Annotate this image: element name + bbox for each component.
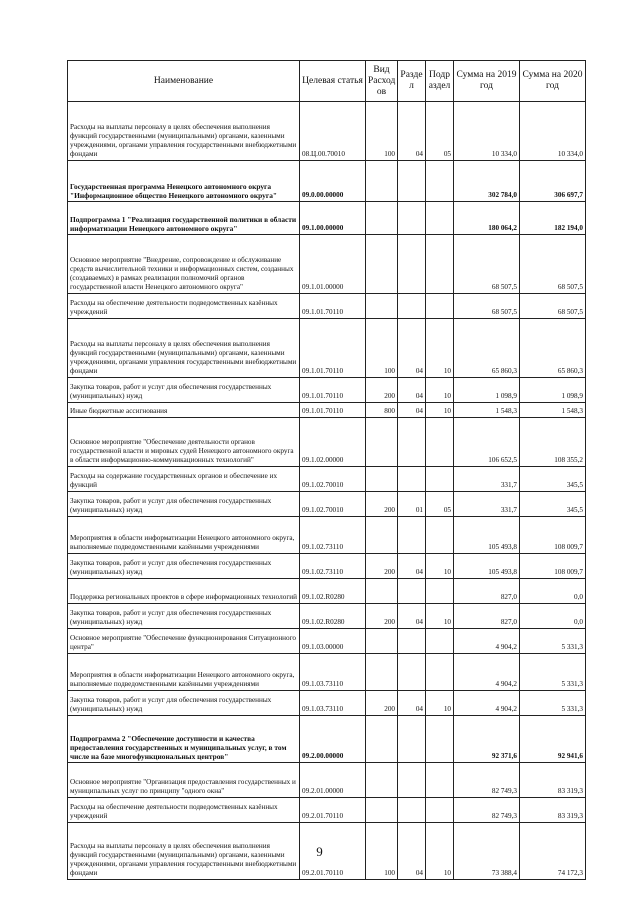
- table-row: [68, 492, 586, 517]
- row-expense-kind-cell: 800: [366, 403, 398, 418]
- budget-table: [67, 60, 586, 880]
- row-sum-2019-cell: 92 371,6: [454, 716, 520, 763]
- row-name-cell: Основное мероприятие "Обеспечение деятельности органов государственной власти и мировых судей Ненецкого автономного округа в области информационно-коммуникационных технологий": [68, 418, 300, 467]
- row-expense-kind-cell: [366, 763, 398, 798]
- row-sum-2020-cell: 1 098,9: [520, 378, 586, 403]
- row-target-article-cell: 09.0.00.00000: [300, 161, 366, 202]
- row-target-article-cell: 09.2.01.00000: [300, 763, 366, 798]
- row-subsection-cell: 10: [426, 403, 454, 418]
- row-subsection-cell: [426, 716, 454, 763]
- row-subsection-cell: [426, 467, 454, 492]
- row-expense-kind-cell: 200: [366, 378, 398, 403]
- row-sum-2020-cell: 0,0: [520, 579, 586, 604]
- row-expense-kind-cell: 200: [366, 691, 398, 716]
- row-sum-2019-cell: 827,0: [454, 579, 520, 604]
- header-name: Наименование: [68, 61, 300, 102]
- header-target-article: Целевая статья: [300, 61, 366, 102]
- row-target-article-cell: 09.1.02.R0280: [300, 579, 366, 604]
- row-expense-kind-cell: [366, 418, 398, 467]
- row-name-cell: Расходы на обеспечение деятельности подведомственных казённых учреждений: [68, 798, 300, 823]
- row-expense-kind-cell: [366, 716, 398, 763]
- row-section-cell: 04: [398, 604, 426, 629]
- row-sum-2019-cell: 331,7: [454, 467, 520, 492]
- row-target-article-cell: 09.1.03.73110: [300, 654, 366, 691]
- row-sum-2020-cell: 345,5: [520, 492, 586, 517]
- row-section-cell: 04: [398, 823, 426, 880]
- row-section-cell: [398, 467, 426, 492]
- row-section-cell: [398, 579, 426, 604]
- table-row: [68, 579, 586, 604]
- row-name-cell: Закупка товаров, работ и услуг для обеспечения государственных (муниципальных) нужд: [68, 604, 300, 629]
- row-subsection-cell: 10: [426, 378, 454, 403]
- row-target-article-cell: 09.1.02.73110: [300, 554, 366, 579]
- row-expense-kind-cell: [366, 235, 398, 294]
- row-sum-2020-cell: 0,0: [520, 604, 586, 629]
- row-sum-2020-cell: 92 941,6: [520, 716, 586, 763]
- row-sum-2020-cell: 83 319,3: [520, 763, 586, 798]
- header-sum-2019: Сумма на 2019 год: [454, 61, 520, 102]
- table-row: [68, 403, 586, 418]
- row-subsection-cell: [426, 235, 454, 294]
- row-sum-2020-cell: 68 507,5: [520, 235, 586, 294]
- row-sum-2019-cell: 82 749,3: [454, 763, 520, 798]
- row-target-article-cell: 09.1.01.70110: [300, 403, 366, 418]
- row-expense-kind-cell: [366, 294, 398, 319]
- row-section-cell: [398, 629, 426, 654]
- row-name-cell: Закупка товаров, работ и услуг для обеспечения государственных (муниципальных) нужд: [68, 378, 300, 403]
- row-sum-2019-cell: 105 493,8: [454, 517, 520, 554]
- table-row: [68, 554, 586, 579]
- row-subsection-cell: [426, 629, 454, 654]
- row-subsection-cell: 05: [426, 492, 454, 517]
- row-section-cell: [398, 202, 426, 235]
- row-section-cell: 01: [398, 492, 426, 517]
- row-name-cell: Иные бюджетные ассигнования: [68, 403, 300, 418]
- row-sum-2020-cell: 5 331,3: [520, 629, 586, 654]
- row-target-article-cell: 09.1.03.00000: [300, 629, 366, 654]
- row-target-article-cell: 09.1.02.R0280: [300, 604, 366, 629]
- table-row: [68, 202, 586, 235]
- table-row: [68, 319, 586, 378]
- row-subsection-cell: [426, 763, 454, 798]
- row-subsection-cell: 05: [426, 102, 454, 161]
- row-subsection-cell: [426, 161, 454, 202]
- row-sum-2020-cell: 5 331,3: [520, 691, 586, 716]
- page-number: 9: [316, 844, 323, 859]
- table-row: [68, 467, 586, 492]
- row-expense-kind-cell: 100: [366, 823, 398, 880]
- row-name-cell: Подпрограмма 2 "Обеспечение доступности и качества предоставления государственных и муниципальных услуг, в том числе на базе многофункциональных центров": [68, 716, 300, 763]
- row-sum-2019-cell: 180 064,2: [454, 202, 520, 235]
- row-target-article-cell: 09.1.02.00000: [300, 418, 366, 467]
- row-expense-kind-cell: [366, 579, 398, 604]
- table-row: [68, 798, 586, 823]
- row-subsection-cell: 10: [426, 554, 454, 579]
- row-expense-kind-cell: [366, 654, 398, 691]
- row-section-cell: [398, 716, 426, 763]
- row-target-article-cell: 09.2.01.70110: [300, 823, 366, 880]
- row-sum-2019-cell: 331,7: [454, 492, 520, 517]
- row-sum-2019-cell: 10 334,0: [454, 102, 520, 161]
- row-name-cell: Поддержка региональных проектов в сфере информационных технологий: [68, 579, 300, 604]
- table-row: [68, 294, 586, 319]
- row-sum-2020-cell: 83 319,3: [520, 798, 586, 823]
- table-row: [68, 378, 586, 403]
- row-subsection-cell: [426, 202, 454, 235]
- row-sum-2019-cell: 73 388,4: [454, 823, 520, 880]
- row-sum-2019-cell: 68 507,5: [454, 235, 520, 294]
- row-subsection-cell: [426, 418, 454, 467]
- row-name-cell: Государственная программа Ненецкого автономного округа "Информационное общество Ненецкого автономного округа": [68, 161, 300, 202]
- row-name-cell: Закупка товаров, работ и услуг для обеспечения государственных (муниципальных) нужд: [68, 492, 300, 517]
- row-expense-kind-cell: [366, 202, 398, 235]
- row-target-article-cell: 09.1.03.73110: [300, 691, 366, 716]
- row-subsection-cell: [426, 579, 454, 604]
- row-name-cell: Основное мероприятие "Внедрение, сопровождение и обслуживание средств вычислительной техники и информационных систем, созданных (создаваемых) в рамках реализации полномочий органов государственной власти Ненецкого автономного округа": [68, 235, 300, 294]
- row-name-cell: Расходы на выплаты персоналу в целях обеспечения выполнения функций государственными (муниципальными) органами, казенными учреждениями, органами управления государственными внебюджетными фондами: [68, 319, 300, 378]
- row-section-cell: [398, 235, 426, 294]
- row-name-cell: Закупка товаров, работ и услуг для обеспечения государственных (муниципальных) нужд: [68, 554, 300, 579]
- row-name-cell: Закупка товаров, работ и услуг для обеспечения государственных (муниципальных) нужд: [68, 691, 300, 716]
- row-sum-2019-cell: 105 493,8: [454, 554, 520, 579]
- row-sum-2019-cell: 302 784,0: [454, 161, 520, 202]
- row-sum-2019-cell: 4 904,2: [454, 654, 520, 691]
- header-section: Разде л: [398, 61, 426, 102]
- row-sum-2020-cell: 74 172,3: [520, 823, 586, 880]
- row-name-cell: Основное мероприятие "Обеспечение функционирования Ситуационного центра": [68, 629, 300, 654]
- row-section-cell: 04: [398, 378, 426, 403]
- row-sum-2020-cell: 108 009,7: [520, 517, 586, 554]
- row-sum-2019-cell: 4 904,2: [454, 629, 520, 654]
- row-target-article-cell: 09.1.02.73110: [300, 517, 366, 554]
- header-subsection: Подр аздел: [426, 61, 454, 102]
- row-section-cell: 04: [398, 319, 426, 378]
- row-sum-2019-cell: 65 860,3: [454, 319, 520, 378]
- table-row: [68, 654, 586, 691]
- row-name-cell: Расходы на выплаты персоналу в целях обеспечения выполнения функций государственными (муниципальными) органами, казенными учреждениями, органами управления государственными внебюджетными фондами: [68, 102, 300, 161]
- table-row: [68, 691, 586, 716]
- row-section-cell: [398, 763, 426, 798]
- row-section-cell: [398, 517, 426, 554]
- table-row: [68, 604, 586, 629]
- row-subsection-cell: [426, 517, 454, 554]
- row-target-article-cell: 09.1.01.70110: [300, 319, 366, 378]
- row-sum-2020-cell: 182 194,0: [520, 202, 586, 235]
- table-body: [68, 102, 586, 880]
- table-row: [68, 763, 586, 798]
- row-subsection-cell: [426, 798, 454, 823]
- table-row: [68, 629, 586, 654]
- row-target-article-cell: 09.1.02.70010: [300, 467, 366, 492]
- row-sum-2020-cell: 108 355,2: [520, 418, 586, 467]
- row-section-cell: [398, 654, 426, 691]
- row-sum-2020-cell: 10 334,0: [520, 102, 586, 161]
- row-subsection-cell: [426, 294, 454, 319]
- row-sum-2019-cell: 1 098,9: [454, 378, 520, 403]
- table-header-row: [68, 61, 586, 102]
- row-name-cell: Мероприятия в области информатизации Ненецкого автономного округа, выполняемые подведомственными казёнными учреждениями: [68, 654, 300, 691]
- row-sum-2020-cell: 345,5: [520, 467, 586, 492]
- row-target-article-cell: 09.1.00.00000: [300, 202, 366, 235]
- table-row: [68, 418, 586, 467]
- row-target-article-cell: 09.1.01.00000: [300, 235, 366, 294]
- row-sum-2020-cell: 68 507,5: [520, 294, 586, 319]
- row-expense-kind-cell: [366, 517, 398, 554]
- row-expense-kind-cell: 200: [366, 554, 398, 579]
- row-target-article-cell: 09.1.01.70110: [300, 378, 366, 403]
- row-target-article-cell: 09.2.00.00000: [300, 716, 366, 763]
- row-expense-kind-cell: [366, 629, 398, 654]
- row-sum-2019-cell: 827,0: [454, 604, 520, 629]
- row-sum-2020-cell: 1 548,3: [520, 403, 586, 418]
- row-section-cell: 04: [398, 102, 426, 161]
- row-target-article-cell: 09.1.02.70010: [300, 492, 366, 517]
- row-section-cell: 04: [398, 554, 426, 579]
- header-expense-kind: Вид Расход ов: [366, 61, 398, 102]
- row-expense-kind-cell: 200: [366, 604, 398, 629]
- row-name-cell: Основное мероприятие "Организация предоставления государственных и муниципальных услуг по принципу "одного окна": [68, 763, 300, 798]
- row-sum-2019-cell: 1 548,3: [454, 403, 520, 418]
- header-sum-2020: Сумма на 2020 год: [520, 61, 586, 102]
- row-sum-2020-cell: 108 009,7: [520, 554, 586, 579]
- row-subsection-cell: 10: [426, 604, 454, 629]
- row-expense-kind-cell: 100: [366, 319, 398, 378]
- row-subsection-cell: [426, 654, 454, 691]
- row-name-cell: Мероприятия в области информатизации Ненецкого автономного округа, выполняемые подведомственными казёнными учреждениями: [68, 517, 300, 554]
- table-row: [68, 161, 586, 202]
- row-sum-2019-cell: 82 749,3: [454, 798, 520, 823]
- row-sum-2019-cell: 106 652,5: [454, 418, 520, 467]
- row-sum-2020-cell: 5 331,3: [520, 654, 586, 691]
- row-target-article-cell: 08.Ц.00.70010: [300, 102, 366, 161]
- row-sum-2019-cell: 68 507,5: [454, 294, 520, 319]
- row-expense-kind-cell: [366, 467, 398, 492]
- row-name-cell: Расходы на выплаты персоналу в целях обеспечения выполнения функций государственными (муниципальными) органами, казенными учреждениями, органами управления государственными внебюджетными фондами: [68, 823, 300, 880]
- row-sum-2020-cell: 306 697,7: [520, 161, 586, 202]
- row-target-article-cell: 09.2.01.70110: [300, 798, 366, 823]
- row-sum-2019-cell: 4 904,2: [454, 691, 520, 716]
- row-sum-2020-cell: 65 860,3: [520, 319, 586, 378]
- row-expense-kind-cell: [366, 161, 398, 202]
- row-subsection-cell: 10: [426, 691, 454, 716]
- table-row: [68, 235, 586, 294]
- row-expense-kind-cell: [366, 798, 398, 823]
- row-section-cell: [398, 294, 426, 319]
- row-name-cell: Подпрограмма 1 "Реализация государственной политики в области информатизации Ненецкого автономного округа": [68, 202, 300, 235]
- row-section-cell: 04: [398, 403, 426, 418]
- row-section-cell: [398, 418, 426, 467]
- row-section-cell: [398, 798, 426, 823]
- row-subsection-cell: 10: [426, 319, 454, 378]
- table-row: [68, 716, 586, 763]
- table-row: [68, 517, 586, 554]
- row-section-cell: 04: [398, 691, 426, 716]
- row-name-cell: Расходы на обеспечение деятельности подведомственных казённых учреждений: [68, 294, 300, 319]
- row-expense-kind-cell: 200: [366, 492, 398, 517]
- row-subsection-cell: 10: [426, 823, 454, 880]
- row-target-article-cell: 09.1.01.70110: [300, 294, 366, 319]
- row-name-cell: Расходы на содержание государственных органов и обеспечение их функций: [68, 467, 300, 492]
- row-section-cell: [398, 161, 426, 202]
- table-row: [68, 102, 586, 161]
- row-expense-kind-cell: 100: [366, 102, 398, 161]
